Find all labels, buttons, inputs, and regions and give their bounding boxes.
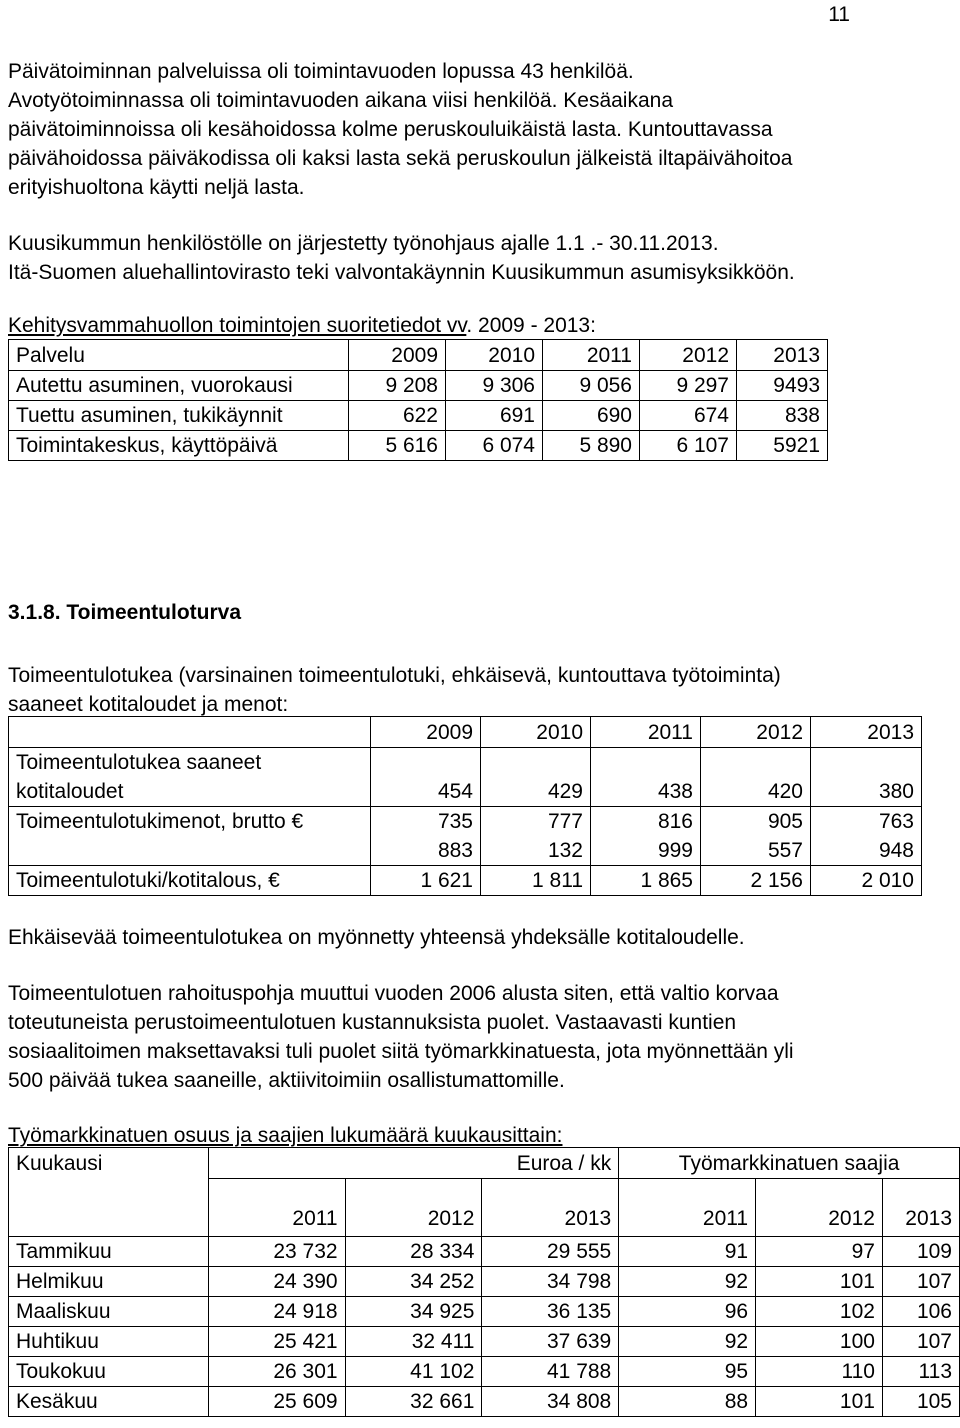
table-cell: 32 411: [345, 1327, 482, 1357]
table-cell: 9493: [737, 371, 828, 401]
text-line: Avotyötoiminnassa oli toimintavuoden aikana viisi henkilöä. Kesäaikana: [8, 89, 674, 112]
table-cell: 88: [619, 1387, 756, 1417]
table-cell: 100: [756, 1327, 883, 1357]
text-line: erityishuoltona käytti neljä lasta.: [8, 176, 305, 199]
table-cell: 91: [619, 1237, 756, 1267]
table-cell: 101: [756, 1267, 883, 1297]
text-line: Toimeentulotuen rahoituspohja muuttui vuoden 2006 alusta siten, että valtio korvaa: [8, 982, 779, 1005]
row-label: [9, 748, 371, 807]
labor-table: [8, 1147, 960, 1417]
table-cell: 41 102: [345, 1357, 482, 1387]
table-cell: 26 301: [208, 1357, 345, 1387]
table-row: [9, 807, 922, 866]
table-header-row: [9, 1179, 960, 1237]
table-cell: 110: [756, 1357, 883, 1387]
table-cell: 24 390: [208, 1267, 345, 1297]
table-cell: 25 609: [208, 1387, 345, 1417]
table-row: [9, 1387, 960, 1417]
row-label: Toimeentulotuki/kotitalous, €: [9, 866, 371, 896]
table-header-row: [9, 717, 922, 748]
table-row: [9, 1357, 960, 1387]
table-row: [9, 1327, 960, 1357]
table-cell: 24 918: [208, 1297, 345, 1327]
toimeentulo-intro: [8, 661, 948, 719]
table-cell: 1 865: [591, 866, 701, 896]
table-row: [9, 1297, 960, 1327]
table-row: [9, 748, 922, 807]
value-line: 763: [878, 810, 914, 833]
table-cell: Toimintakeskus, käyttöpäivä: [9, 431, 349, 461]
table-cell: 107: [882, 1327, 959, 1357]
table-cell: 420: [701, 748, 811, 807]
table-cell: [701, 807, 811, 866]
kehitys-heading: [8, 311, 948, 340]
text-line: päivätoiminnoissa oli kesähoidossa kolme peruskouluikäistä lasta. Kuntouttavassa: [8, 118, 773, 141]
kehitys-heading-rest: . 2009 - 2013:: [466, 314, 596, 337]
preventive-sentence: Ehkäisevää toimeentulotukea on myönnetty yhteensä yhdeksälle kotitaloudelle.: [8, 926, 745, 949]
kehitys-heading-underlined: Kehitysvammahuollon toimintojen suoritetiedot vv: [8, 314, 467, 337]
table-cell: 23 732: [208, 1237, 345, 1267]
table-cell: 41 788: [482, 1357, 619, 1387]
table-cell: 113: [882, 1357, 959, 1387]
table-cell: 9 306: [446, 371, 543, 401]
table-cell: 380: [811, 748, 922, 807]
table-cell: 691: [446, 401, 543, 431]
table-cell: 6 074: [446, 431, 543, 461]
table-cell: 2 010: [811, 866, 922, 896]
text-line: 500 päivää tukea saaneille, aktiivitoimiin osallistumattomille.: [8, 1069, 565, 1092]
row-label-line: Toimeentulotukea saaneet: [16, 751, 262, 774]
table-cell: 454: [371, 748, 481, 807]
table-cell: 95: [619, 1357, 756, 1387]
labor-heading: [8, 1121, 948, 1150]
header-cell: 2009: [371, 717, 481, 748]
table-cell: 9 297: [640, 371, 737, 401]
header-cell: [9, 717, 371, 748]
header-cell: Kuukausi: [9, 1148, 209, 1179]
header-cell: 2011: [591, 717, 701, 748]
value-line: 905: [767, 810, 803, 833]
table-cell: 105: [882, 1387, 959, 1417]
header-cell: 2011: [208, 1179, 345, 1237]
table-cell: [811, 807, 922, 866]
table-cell: 34 798: [482, 1267, 619, 1297]
toimeentulo-table: [8, 716, 922, 896]
table-cell: 106: [882, 1297, 959, 1327]
text-line: päivähoidossa päiväkodissa oli kaksi lasta sekä peruskoulun jälkeistä iltapäivähoitoa: [8, 147, 793, 170]
table-cell: 101: [756, 1387, 883, 1417]
value-line: 557: [767, 839, 803, 862]
header-cell: 2010: [446, 340, 543, 371]
table-cell: 9 056: [543, 371, 640, 401]
work-guidance-paragraph: [8, 229, 948, 287]
table-cell: 1 811: [481, 866, 591, 896]
table-cell: 92: [619, 1267, 756, 1297]
header-cell: 2013: [737, 340, 828, 371]
table-cell: 5921: [737, 431, 828, 461]
table-cell: 838: [737, 401, 828, 431]
header-cell: 2013: [482, 1179, 619, 1237]
header-cell: Työmarkkinatuen saajia: [619, 1148, 960, 1179]
value-line: 777: [547, 810, 583, 833]
table-cell: Maaliskuu: [9, 1297, 209, 1327]
intro-paragraph: [8, 57, 948, 202]
table-cell: 438: [591, 748, 701, 807]
table-cell: 92: [619, 1327, 756, 1357]
kehitys-table: [8, 339, 828, 461]
table-cell: Helmikuu: [9, 1267, 209, 1297]
table-cell: 25 421: [208, 1327, 345, 1357]
header-cell: [9, 1179, 209, 1237]
table-row: [9, 866, 922, 896]
table-header-row: [9, 340, 828, 371]
table-cell: 6 107: [640, 431, 737, 461]
header-cell: Palvelu: [9, 340, 349, 371]
value-line: 999: [657, 839, 693, 862]
value-line: 948: [878, 839, 914, 862]
table-cell: 97: [756, 1237, 883, 1267]
table-row: [9, 371, 828, 401]
table-cell: [481, 807, 591, 866]
header-cell: 2009: [349, 340, 446, 371]
table-cell: 107: [882, 1267, 959, 1297]
header-cell: 2012: [345, 1179, 482, 1237]
header-cell: 2012: [756, 1179, 883, 1237]
text-line: Kuusikummun henkilöstölle on järjestetty työnohjaus ajalle 1.1 .- 30.11.2013.: [8, 232, 719, 255]
header-cell: 2011: [619, 1179, 756, 1237]
section-heading: 3.1.8. Toimeentuloturva: [8, 601, 241, 624]
table-cell: Kesäkuu: [9, 1387, 209, 1417]
table-cell: 96: [619, 1297, 756, 1327]
table-cell: Tuettu asuminen, tukikäynnit: [9, 401, 349, 431]
table-cell: 429: [481, 748, 591, 807]
table-cell: Tammikuu: [9, 1237, 209, 1267]
value-line: 816: [657, 810, 693, 833]
table-cell: Autettu asuminen, vuorokausi: [9, 371, 349, 401]
text-line: saaneet kotitaloudet ja menot:: [8, 693, 289, 716]
header-cell: 2012: [640, 340, 737, 371]
table-cell: 2 156: [701, 866, 811, 896]
table-cell: 37 639: [482, 1327, 619, 1357]
table-row: [9, 1267, 960, 1297]
table-cell: 690: [543, 401, 640, 431]
table-cell: 32 661: [345, 1387, 482, 1417]
text-line: Itä-Suomen aluehallintovirasto teki valvontakäynnin Kuusikummun asumisyksikköön.: [8, 261, 795, 284]
header-cell: Euroa / kk: [208, 1148, 618, 1179]
header-cell: 2012: [701, 717, 811, 748]
labor-heading-text: Työmarkkinatuen osuus ja saajien lukumäärä kuukausittain:: [8, 1124, 563, 1147]
table-row: [9, 1237, 960, 1267]
table-cell: 674: [640, 401, 737, 431]
page-number: 11: [828, 3, 850, 26]
table-cell: 5 890: [543, 431, 640, 461]
table-cell: 5 616: [349, 431, 446, 461]
funding-paragraph: [8, 979, 948, 1095]
row-label: Toimeentulotukimenot, brutto €: [9, 807, 371, 866]
table-cell: 28 334: [345, 1237, 482, 1267]
table-cell: [591, 807, 701, 866]
table-header-row: [9, 1148, 960, 1179]
text-line: toteutuneista perustoimeentulotuen kustannuksista puolet. Vastaavasti kuntien: [8, 1011, 737, 1034]
table-cell: 109: [882, 1237, 959, 1267]
table-cell: 102: [756, 1297, 883, 1327]
table-cell: 9 208: [349, 371, 446, 401]
table-cell: 36 135: [482, 1297, 619, 1327]
table-cell: 34 808: [482, 1387, 619, 1417]
table-cell: 34 925: [345, 1297, 482, 1327]
table-cell: 34 252: [345, 1267, 482, 1297]
text-line: Toimeentulotukea (varsinainen toimeentulotuki, ehkäisevä, kuntouttava työtoiminta): [8, 664, 781, 687]
table-cell: 1 621: [371, 866, 481, 896]
header-cell: 2013: [811, 717, 922, 748]
table-cell: Toukokuu: [9, 1357, 209, 1387]
header-cell: 2011: [543, 340, 640, 371]
header-cell: 2010: [481, 717, 591, 748]
table-row: [9, 431, 828, 461]
value-line: 735: [437, 810, 473, 833]
text-line: Päivätoiminnan palveluissa oli toimintavuoden lopussa 43 henkilöä.: [8, 60, 634, 83]
table-cell: 622: [349, 401, 446, 431]
table-row: [9, 401, 828, 431]
table-cell: Huhtikuu: [9, 1327, 209, 1357]
row-label-line: kotitaloudet: [16, 780, 124, 803]
table-cell: 29 555: [482, 1237, 619, 1267]
header-cell: 2013: [882, 1179, 959, 1237]
value-line: 132: [547, 839, 583, 862]
text-line: sosiaalitoimen maksettavaksi tuli puolet siitä työmarkkinatuesta, jota myönnettään yli: [8, 1040, 794, 1063]
table-cell: [371, 807, 481, 866]
value-line: 883: [437, 839, 473, 862]
